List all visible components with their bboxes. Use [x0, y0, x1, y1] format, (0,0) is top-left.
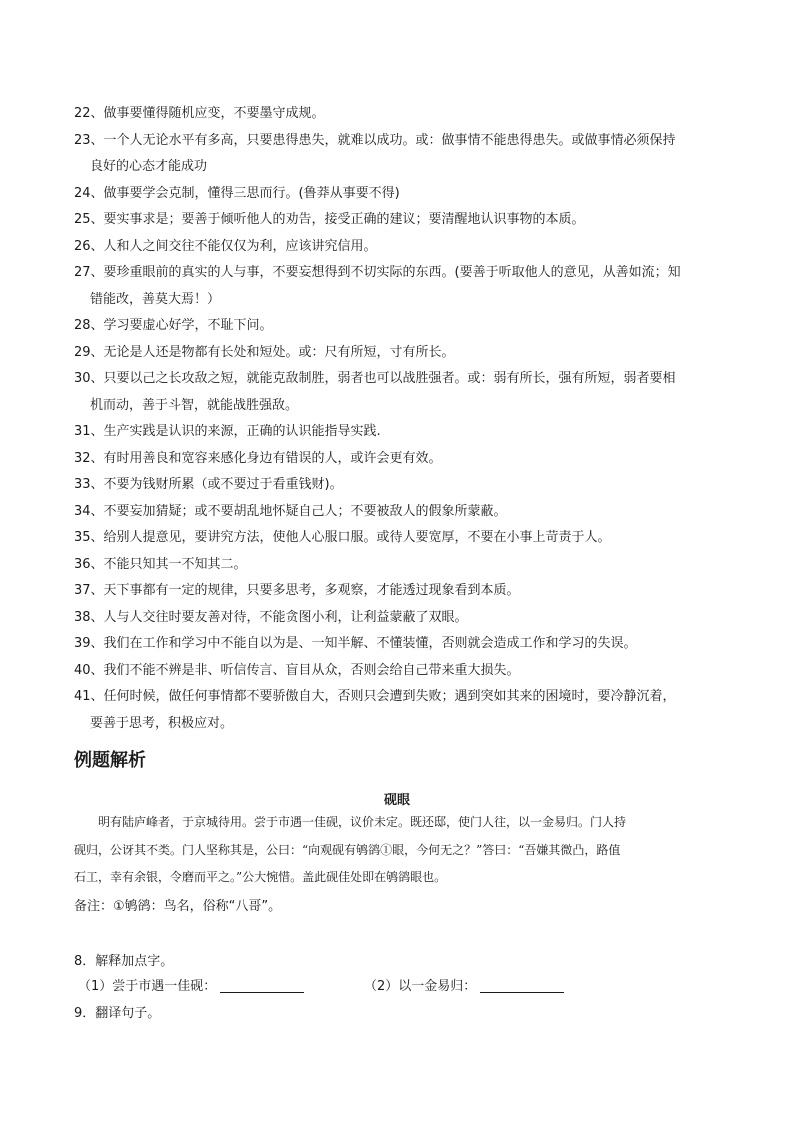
item-text: 做事要懂得随机应变，不要墨守成规。: [103, 106, 325, 121]
item-number: 24、: [74, 185, 104, 201]
list-item: [74, 631, 734, 658]
list-item: [74, 605, 734, 632]
answer-blank[interactable]: [480, 976, 564, 993]
list-item: [74, 234, 734, 261]
answer-blank[interactable]: [220, 976, 304, 993]
item-text: 要实事求是；要善于倾听他人的劝告，接受正确的建议；要清醒地认识事物的本质。: [103, 212, 585, 227]
item-number: 32、: [74, 450, 104, 466]
item-number: 22、: [74, 106, 104, 121]
item-text: 无论是人还是物都有长处和短处。或：尺有所短，寸有所长。: [103, 344, 455, 360]
item-text: 给别人提意见，要讲究方法，使他人心服口服。或待人要宽厚，不要在小事上苛责于人。: [103, 530, 611, 545]
item-number: 27、: [74, 265, 104, 280]
list-item: [74, 578, 734, 605]
list-item: [74, 419, 734, 446]
list-item: [74, 313, 734, 340]
item-number: 37、: [74, 583, 104, 598]
list-item: [74, 472, 734, 499]
item-text: 有时用善良和宽容来感化身边有错误的人，或许会更有效。: [103, 450, 442, 466]
question-9: 9．翻译句子。: [74, 1006, 161, 1021]
item-number: 31、: [74, 424, 104, 439]
list-item: [74, 552, 734, 579]
footnote: 备注：①鸲鹆：鸟名，俗称“八哥”。: [74, 899, 282, 914]
item-text: 不能只知其一不知其二。: [103, 556, 247, 572]
answer-list: [74, 101, 734, 737]
item-number: 25、: [74, 212, 104, 227]
question-8-part-1-label: （1）尝于市遇一佳砚：: [78, 979, 217, 994]
item-text-continued: 机而动，善于斗智，就能战胜强敌。: [90, 397, 299, 413]
passage-title: 砚眼: [383, 793, 410, 808]
item-number: 41、: [74, 689, 104, 704]
list-item: [74, 101, 734, 128]
item-text: 我们在工作和学习中不能自以为是、一知半解、不懂装懂，否则就会造成工作和学习的失误。: [103, 636, 637, 651]
item-number: 26、: [74, 238, 104, 254]
item-text: 人与人交往时要友善对待，不能贪图小利，让利益蒙蔽了双眼。: [103, 609, 468, 625]
list-item: [74, 181, 734, 208]
section-title: 例题解析: [74, 750, 146, 771]
question-8-part-2: [364, 975, 564, 999]
list-item: [74, 366, 734, 419]
list-item: [74, 446, 734, 473]
item-number: 35、: [74, 530, 104, 545]
item-number: 33、: [74, 477, 104, 492]
list-item: [74, 207, 734, 234]
item-text: 人和人之间交往不能仅仅为利，应该讲究信用。: [103, 238, 377, 254]
question-8: 8．解释加点字。: [74, 954, 174, 969]
list-item: [74, 499, 734, 526]
item-number: 28、: [74, 318, 104, 333]
list-item: [74, 260, 734, 313]
item-number: 29、: [74, 344, 104, 360]
item-number: 23、: [74, 132, 104, 148]
passage-line: 明有陆庐峰者，于京城待用。尝于市遇一佳砚，议价未定。既还邸，使门人往，以一金易归。门人持: [98, 815, 627, 829]
item-text-continued: 要善于思考，积极应对。: [90, 715, 234, 731]
item-text-continued: 良好的心态才能成功: [90, 159, 208, 174]
item-text: 做事要学会克制，懂得三思而行。(鲁莽从事要不得): [103, 185, 400, 201]
item-text: 不要为钱财所累（或不要过于看重钱财)。: [103, 477, 343, 492]
question-8-part-2-label: （2）以一金易归：: [364, 979, 477, 994]
list-item: [74, 128, 734, 181]
item-text: 学习要虚心好学，不耻下问。: [103, 318, 273, 333]
item-number: 39、: [74, 636, 104, 651]
question-8-part-1: [78, 975, 304, 999]
item-number: 40、: [74, 662, 104, 678]
passage-line: 砚归，公讶其不类。门人坚称其是，公曰：“向观砚有鸲鹆①眼，今何无之？”答曰：“吾嫌其微凸，路值: [74, 842, 621, 857]
list-item: [74, 658, 734, 685]
item-text: 要珍重眼前的真实的人与事，不要妄想得到不切实际的东西。(要善于听取他人的意见，从善如流；知: [103, 265, 681, 280]
item-number: 34、: [74, 503, 104, 519]
item-text: 任何时候，做任何事情都不要骄傲自大，否则只会遭到失败；遇到突如其来的困境时，要冷静沉着，: [103, 689, 676, 704]
item-text: 一个人无论水平有多高，只要患得患失，就难以成功。或：做事情不能患得患失。或做事情必须保持: [103, 132, 676, 148]
item-text: 生产实践是认识的来源，正确的认识能指导实践.: [103, 424, 381, 439]
item-number: 38、: [74, 609, 104, 625]
item-text: 我们不能不辨是非、听信传言、盲目从众，否则会给自己带来重大损失。: [103, 662, 520, 678]
item-text-continued: 错能改，善莫大焉！）: [90, 291, 221, 307]
item-text: 天下事都有一定的规律，只要多思考，多观察，才能透过现象看到本质。: [103, 583, 520, 598]
list-item: [74, 525, 734, 552]
list-item: [74, 684, 734, 737]
item-text: 不要妄加猜疑；或不要胡乱地怀疑自己人；不要被敌人的假象所蒙蔽。: [103, 503, 507, 519]
item-text: 只要以己之长攻敌之短，就能克敌制胜，弱者也可以战胜强者。或：弱有所长，强有所短，弱者要相: [103, 371, 676, 386]
passage-line: 石工，幸有余银，令磨而平之。”公大惋惜。盖此砚佳处即在鸲鹆眼也。: [74, 870, 447, 884]
passage: [74, 809, 734, 892]
item-number: 30、: [74, 371, 104, 386]
list-item: [74, 340, 734, 367]
item-number: 36、: [74, 556, 104, 572]
